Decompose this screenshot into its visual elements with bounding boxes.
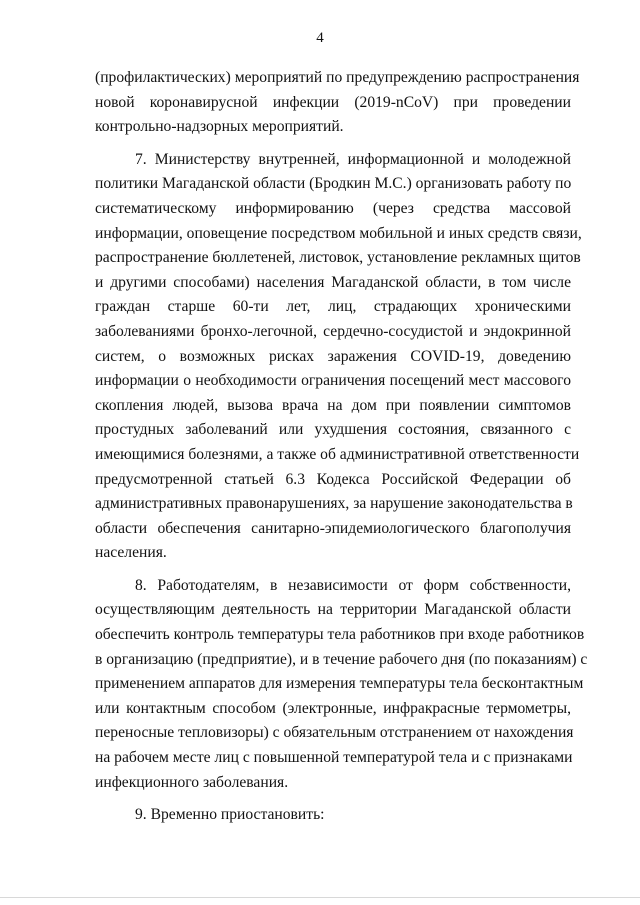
text-line: осуществляющим деятельность на территории Магаданской области bbox=[95, 601, 571, 619]
text-line: инфекционного заболевания. bbox=[95, 773, 289, 791]
paragraph-7 bbox=[95, 148, 582, 566]
text-line: населения. bbox=[95, 544, 167, 562]
text-line: граждан старше 60-ти лет, лиц, страдающих хроническими bbox=[95, 298, 571, 316]
paragraph-8 bbox=[95, 574, 588, 795]
text-line: информации о необходимости ограничения посещений мест массового bbox=[95, 372, 571, 390]
text-line: информации, оповещение посредством мобильной и иных средств связи, bbox=[95, 224, 582, 242]
paragraph-9 bbox=[95, 803, 571, 828]
text-line: административных правонарушениях, за нарушение законодательства в bbox=[95, 495, 573, 513]
text-line: распространение бюллетеней, листовок, установление рекламных щитов bbox=[95, 249, 581, 267]
text-line: применением аппаратов для измерения температуры тела бесконтактным bbox=[95, 675, 584, 693]
page-number: 4 bbox=[316, 30, 324, 46]
text-line: в организацию (предприятие), и в течение рабочего дня (по показаниям) с bbox=[95, 650, 588, 668]
text-line: области обеспечения санитарно-эпидемиологического благополучия bbox=[95, 519, 571, 537]
text-line: 8. Работодателям, в независимости от форм собственности, bbox=[135, 576, 571, 594]
text-line: контрольно-надзорных мероприятий. bbox=[95, 118, 344, 136]
text-line: (профилактических) мероприятий по предупреждению распространения bbox=[95, 69, 580, 86]
text-line: скопления людей, вызова врача на дом при появлении симптомов bbox=[95, 396, 571, 414]
paragraph-continuation bbox=[95, 66, 580, 140]
text-line: систематическому информированию (через средства массовой bbox=[95, 199, 571, 217]
text-line: обеспечить контроль температуры тела работников при входе работников bbox=[95, 626, 585, 644]
text-line: переносные тепловизоры) с обязательным отстранением от нахождения bbox=[95, 724, 574, 742]
text-line: политики Магаданской области (Бродкин М.С.) организовать работу по bbox=[95, 175, 572, 193]
text-line: или контактным способом (электронные, инфракрасные термометры, bbox=[95, 699, 571, 717]
document-body bbox=[95, 66, 588, 828]
text-line: заболеваниями бронхо-легочной, сердечно-сосудистой и эндокринной bbox=[95, 322, 571, 340]
text-line: 9. Временно приостановить: bbox=[135, 806, 325, 824]
text-line: простудных заболеваний или ухудшения состояния, связанного с bbox=[95, 421, 571, 439]
text-line: систем, о возможных рисках заражения COVID-19, доведению bbox=[95, 347, 571, 365]
text-line: на рабочем месте лиц с повышенной температурой тела и с признаками bbox=[95, 749, 573, 767]
text-line: предусмотренной статьей 6.3 Кодекса Российской Федерации об bbox=[95, 470, 571, 488]
text-line: и другими способами) населения Магаданской области, в том числе bbox=[95, 273, 571, 291]
text-line: 7. Министерству внутренней, информационной и молодежной bbox=[135, 150, 571, 168]
text-line: имеющимися болезнями, а также об административной ответственности bbox=[95, 445, 580, 463]
page-bottom-edge bbox=[0, 897, 640, 898]
text-line: новой коронавирусной инфекции (2019-nCoV) при проведении bbox=[95, 93, 571, 111]
